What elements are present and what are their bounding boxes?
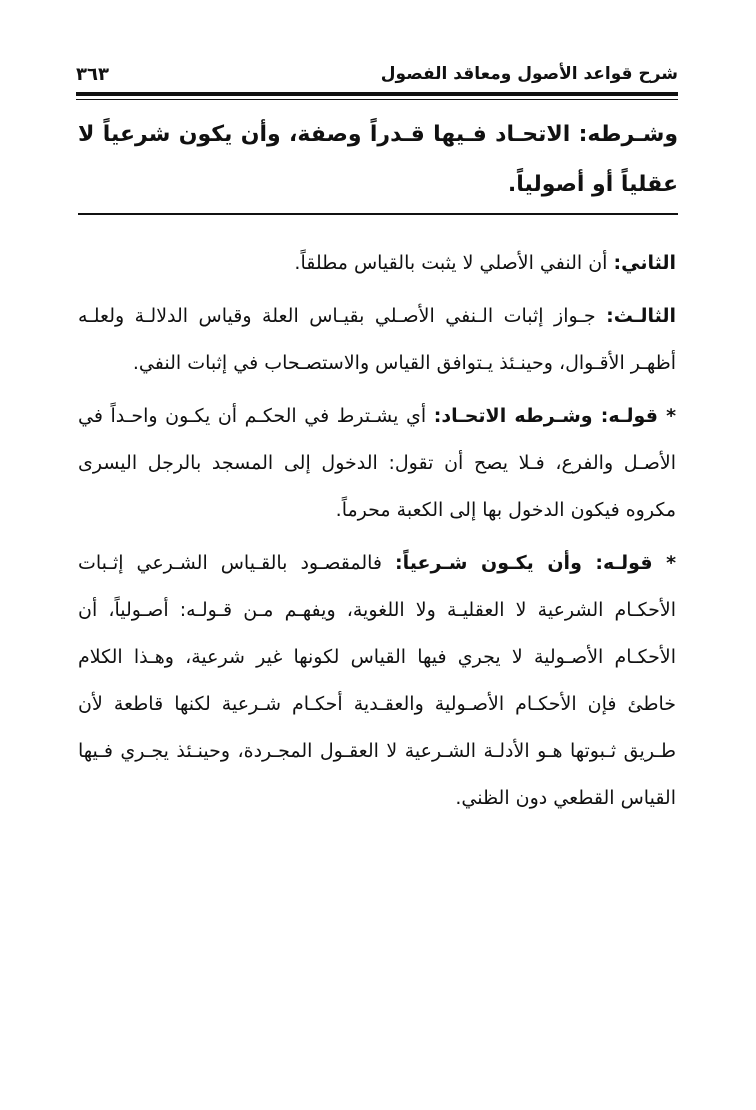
header-rule-thick: [76, 92, 678, 96]
running-header: [76, 58, 678, 90]
paragraph-lead: قولـه: وأن يكـون شـرعياً:: [394, 552, 667, 574]
paragraph-sharia: [78, 540, 676, 822]
paragraph-third: [78, 293, 676, 387]
paragraph-text: فالمقصـود بالقـياس الشـرعي إثـبات الأحكـام الشرعية لا العقليـة ولا اللغوية، ويفهـم مـن قـولـه: أصـولياً، أن الأحكـام الأصـولية لا يجري فيها القياس لكونها غير شرعية، وهـذا الكلام خاطئ فإن الأحكـام الأصـولية والعقـدية أحكـام شـرعية لكنها قاطعة لأن طـريق ثـبوتها هـو الأدلـة الشـرعية لا العقـول المجـردة، وحينـئذ يجـري فـيها القياس القطعي دون الظني.: [78, 552, 676, 809]
paragraph-ittihad: [78, 393, 676, 534]
commentary: [78, 240, 676, 828]
page-number: ٣٦٣: [76, 63, 109, 85]
paragraph-lead: الثاني:: [613, 252, 676, 274]
asterisk-icon: *: [666, 552, 676, 574]
paragraph-second: [78, 240, 676, 287]
header-rule-thin: [76, 99, 678, 100]
paragraph-text: أن النفي الأصلي لا يثبت بالقياس مطلقاً.: [294, 252, 614, 274]
asterisk-icon: *: [666, 405, 676, 427]
matn-separator: [78, 213, 678, 215]
header-title: شرح قواعد الأصول ومعاقد الفصول: [380, 64, 678, 84]
matn-text: وشـرطه: الاتحـاد فـيها قـدراً وصفة، وأن يكون شرعياً لا عقلياً أو أصولياً.: [78, 122, 678, 197]
paragraph-lead: الثالـث:: [606, 305, 676, 327]
paragraph-text: جـواز إثبات الـنفي الأصـلي بقيـاس العلة وقياس الدلالـة ولعلـه أظهـر الأقـوال، وحينـئذ يـتوافق القياس والاستصـحاب في إثبات النفي.: [78, 305, 676, 374]
paragraph-lead: قولـه: وشـرطه الاتحـاد:: [433, 405, 667, 427]
paragraph-text: أي يشـترط في الحكـم أن يكـون واحـداً في الأصـل والفرع، فـلا يصح أن تقول: الدخول إلى المسجد بالرجل اليسرى مكروه فيكون الدخول بها إلى الكعبة محرماً.: [78, 405, 676, 521]
